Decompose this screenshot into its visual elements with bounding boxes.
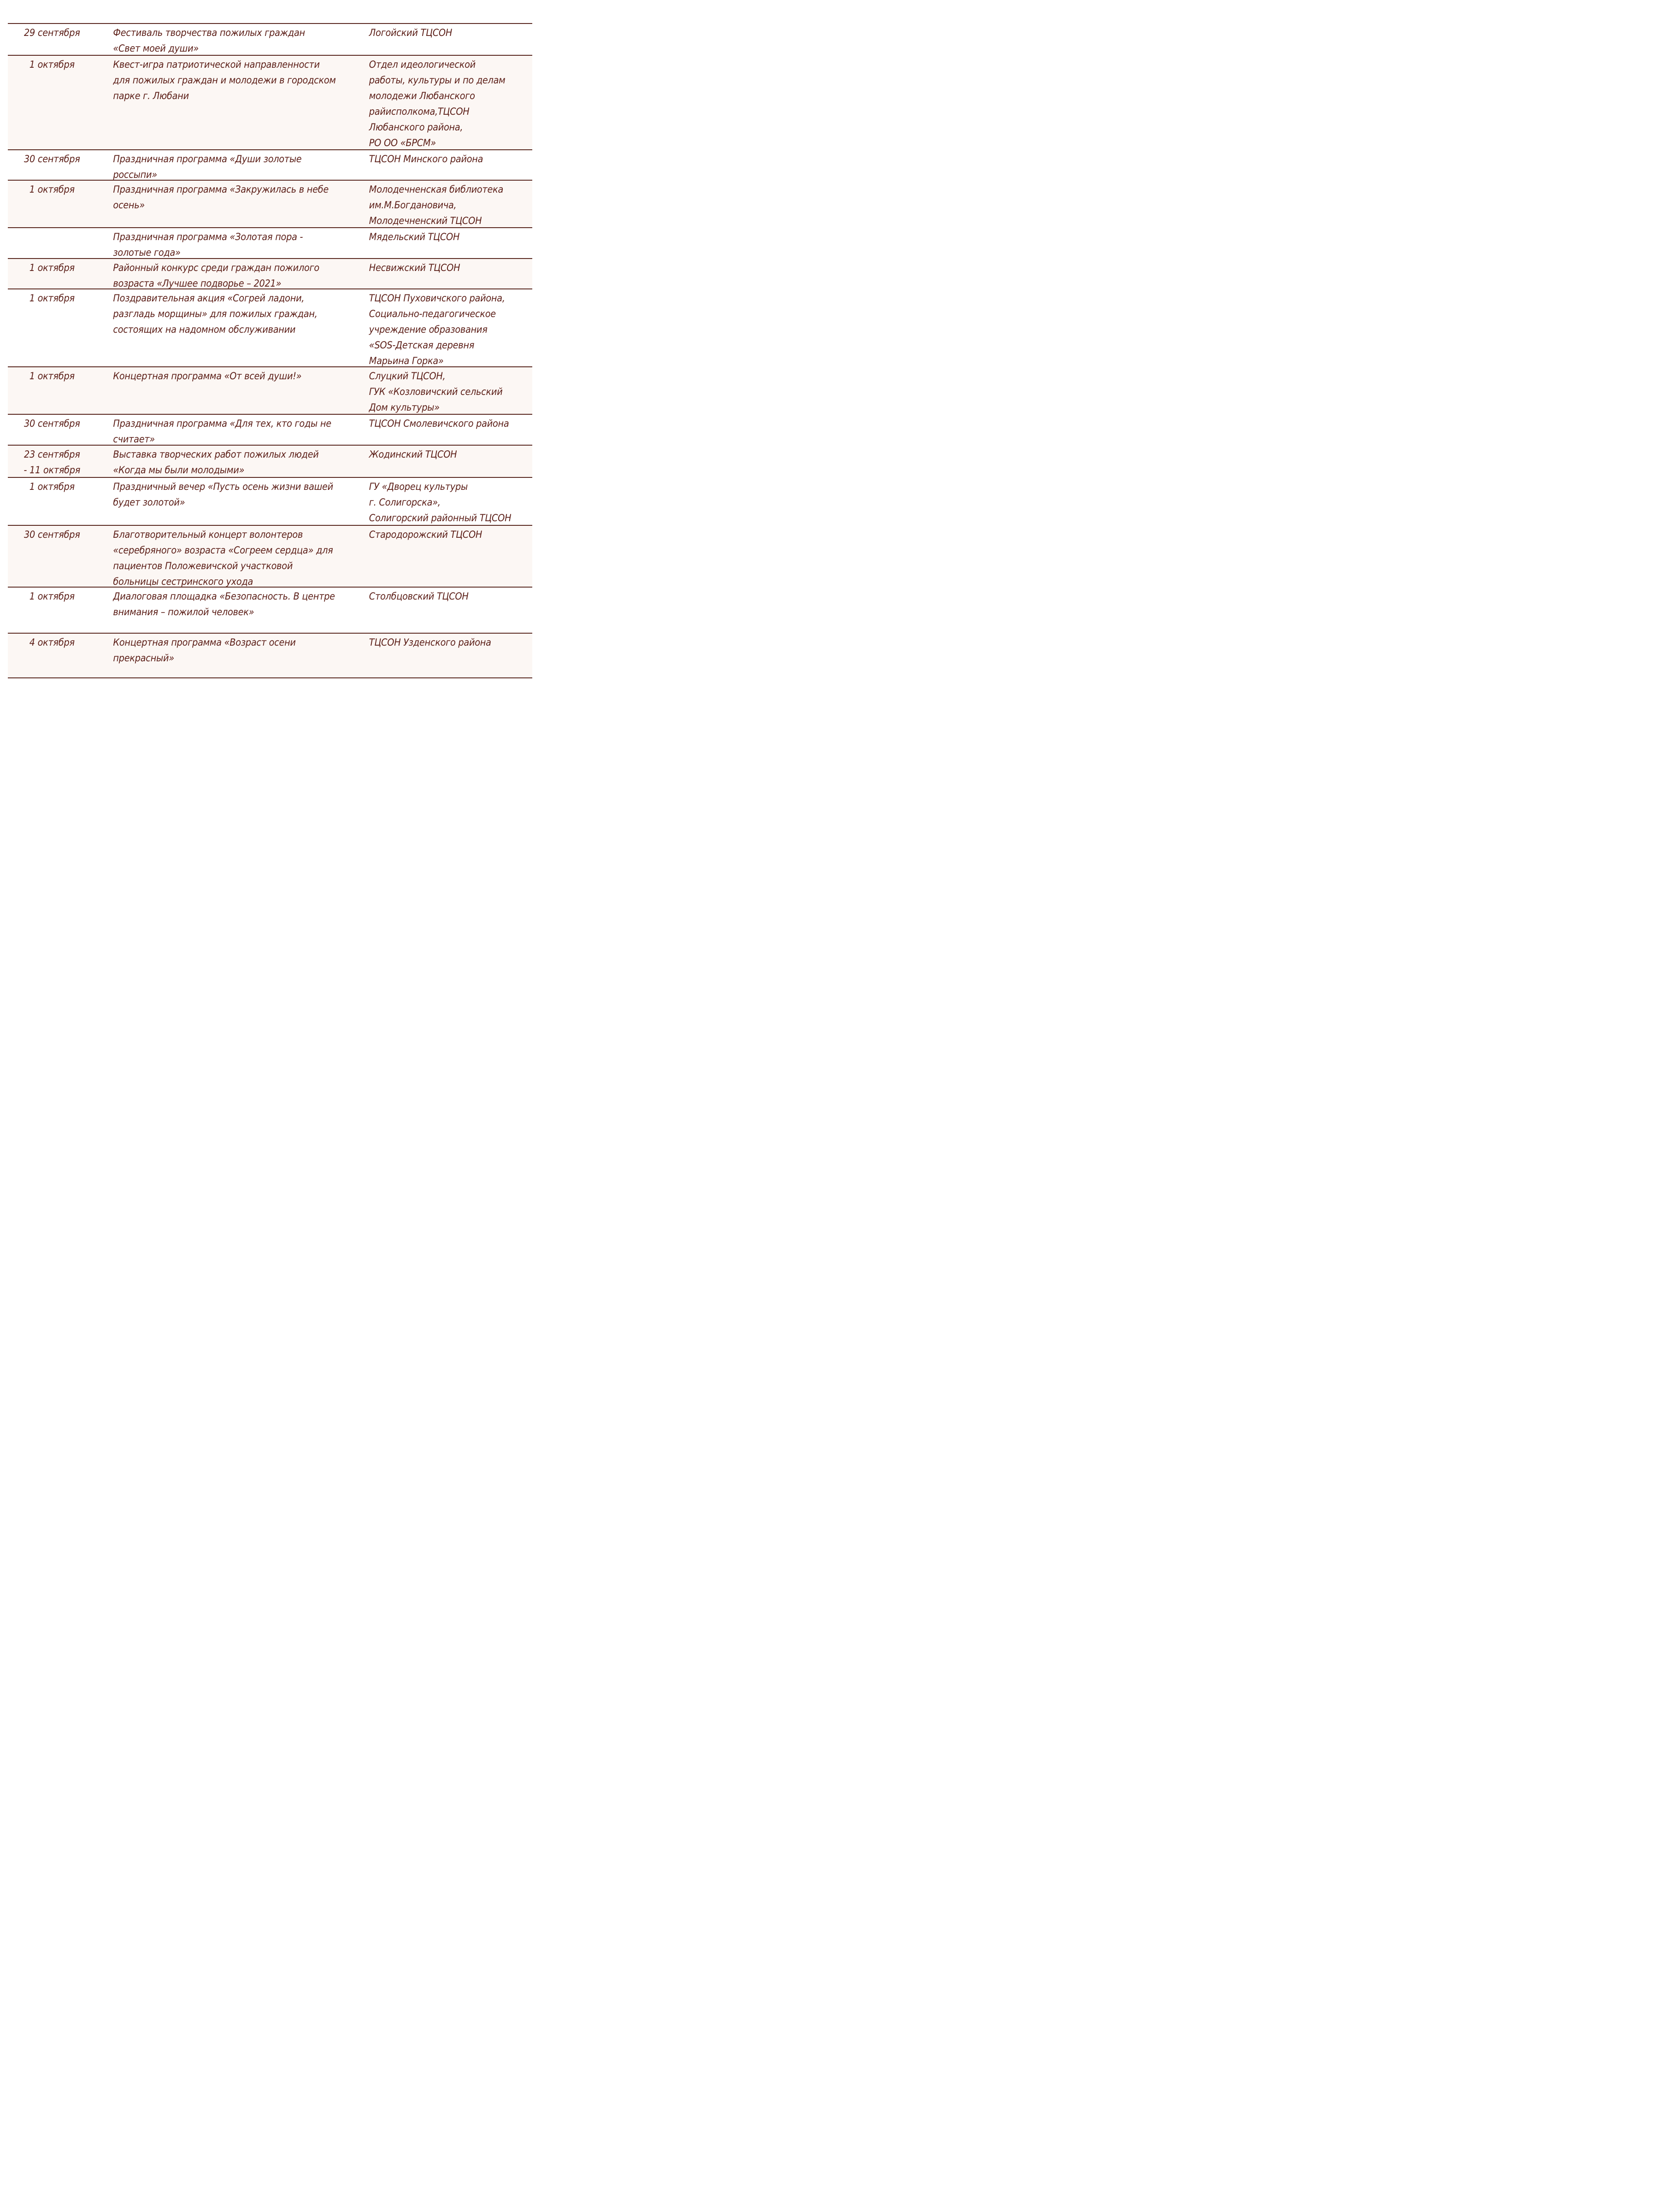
event-date: 4 октября bbox=[29, 637, 75, 648]
event-organizer: Логойский ТЦСОН bbox=[369, 27, 453, 38]
event-description: Выставка творческих работ пожилых людей «Когда мы были молодыми» bbox=[113, 449, 319, 476]
event-organizer: Слуцкий ТЦСОН, ГУК «Козловичский сельский Дом культуры» bbox=[369, 371, 503, 413]
event-organizer: ТЦСОН Смолевичского района bbox=[369, 418, 509, 429]
event-organizer: Столбцовский ТЦСОН bbox=[369, 591, 469, 602]
event-description: Концертная программа «Возраст осени прекрасный» bbox=[113, 637, 296, 664]
table-row bbox=[8, 634, 532, 678]
event-date: 1 октября bbox=[29, 262, 75, 273]
event-date: 30 сентября bbox=[24, 418, 80, 429]
event-date: 1 октября bbox=[29, 591, 75, 602]
event-description: Фестиваль творчества пожилых граждан «Свет моей души» bbox=[113, 27, 305, 54]
event-organizer: Молодечненская библиотека им.М.Богдановича, Молодечненский ТЦСОН bbox=[369, 184, 504, 226]
event-date bbox=[12, 228, 100, 260]
event-description: Благотворительный концерт волонтеров «серебряного» возраста «Согреем сердца» для пациентов Положевичской участковой больницы сестринского ухода bbox=[113, 529, 333, 587]
table-row bbox=[8, 478, 532, 526]
table-row bbox=[8, 56, 532, 150]
event-description: Диалоговая площадка «Безопасность. В центре внимания – пожилой человек» bbox=[113, 591, 335, 618]
table-row bbox=[8, 24, 532, 56]
table-row bbox=[8, 415, 532, 446]
event-date: 1 октября bbox=[29, 59, 75, 70]
event-date: 1 октября bbox=[29, 293, 75, 304]
event-date: 1 октября bbox=[29, 481, 75, 492]
event-date: 30 сентября bbox=[24, 529, 80, 540]
table-row bbox=[8, 367, 532, 415]
event-date: 1 октября bbox=[29, 184, 75, 195]
table-row bbox=[8, 259, 532, 289]
event-description: Праздничная программа «Золотая пора - золотые года» bbox=[113, 231, 303, 258]
event-description: Праздничный вечер «Пусть осень жизни вашей будет золотой» bbox=[113, 481, 333, 508]
event-organizer: Стародорожский ТЦСОН bbox=[369, 529, 482, 540]
event-organizer: Отдел идеологической работы, культуры и по делам молодежи Любанского райисполкома,ТЦСОН Любанского района, РО ОО «БРСМ» bbox=[369, 59, 506, 148]
table-row bbox=[8, 446, 532, 478]
event-organizer: Жодинский ТЦСОН bbox=[369, 449, 457, 460]
event-organizer: ГУ «Дворец культуры г. Солигорска», Солигорский районный ТЦСОН bbox=[369, 481, 512, 524]
event-description: Поздравительная акция «Согрей ладони, разгладь морщины» для пожилых граждан, состоящих на надомном обслуживании bbox=[113, 293, 318, 335]
event-date: 30 сентября bbox=[24, 153, 80, 165]
event-date: 29 сентября bbox=[24, 27, 80, 38]
event-date: 1 октября bbox=[29, 371, 75, 382]
event-organizer: ТЦСОН Минского района bbox=[369, 153, 483, 165]
table-row bbox=[8, 588, 532, 634]
event-description: Праздничная программа «Для тех, кто годы не считает» bbox=[113, 418, 331, 445]
event-description: Районный конкурс среди граждан пожилого возраста «Лучшее подворье – 2021» bbox=[113, 262, 319, 289]
table-row bbox=[8, 289, 532, 367]
table-row bbox=[8, 150, 532, 181]
table-row bbox=[8, 526, 532, 588]
table-row bbox=[8, 228, 532, 259]
events-table bbox=[8, 23, 532, 678]
event-organizer: Несвижский ТЦСОН bbox=[369, 262, 460, 273]
event-description: Праздничная программа «Души золотые россыпи» bbox=[113, 153, 302, 180]
event-organizer: ТЦСОН Пуховичского района, Социально-педагогическое учреждение образования «SOS-Детская деревня Марьина Горка» bbox=[369, 293, 505, 366]
event-organizer: ТЦСОН Узденского района bbox=[369, 637, 491, 648]
table-row bbox=[8, 181, 532, 228]
event-description: Праздничная программа «Закружилась в небе осень» bbox=[113, 184, 329, 211]
event-organizer: Мядельский ТЦСОН bbox=[369, 231, 460, 242]
event-description: Концертная программа «От всей души!» bbox=[113, 371, 302, 382]
event-date: 23 сентября - 11 октября bbox=[24, 449, 81, 476]
event-description: Квест-игра патриотической направленности для пожилых граждан и молодежи в городском парке г. Любани bbox=[113, 59, 336, 101]
